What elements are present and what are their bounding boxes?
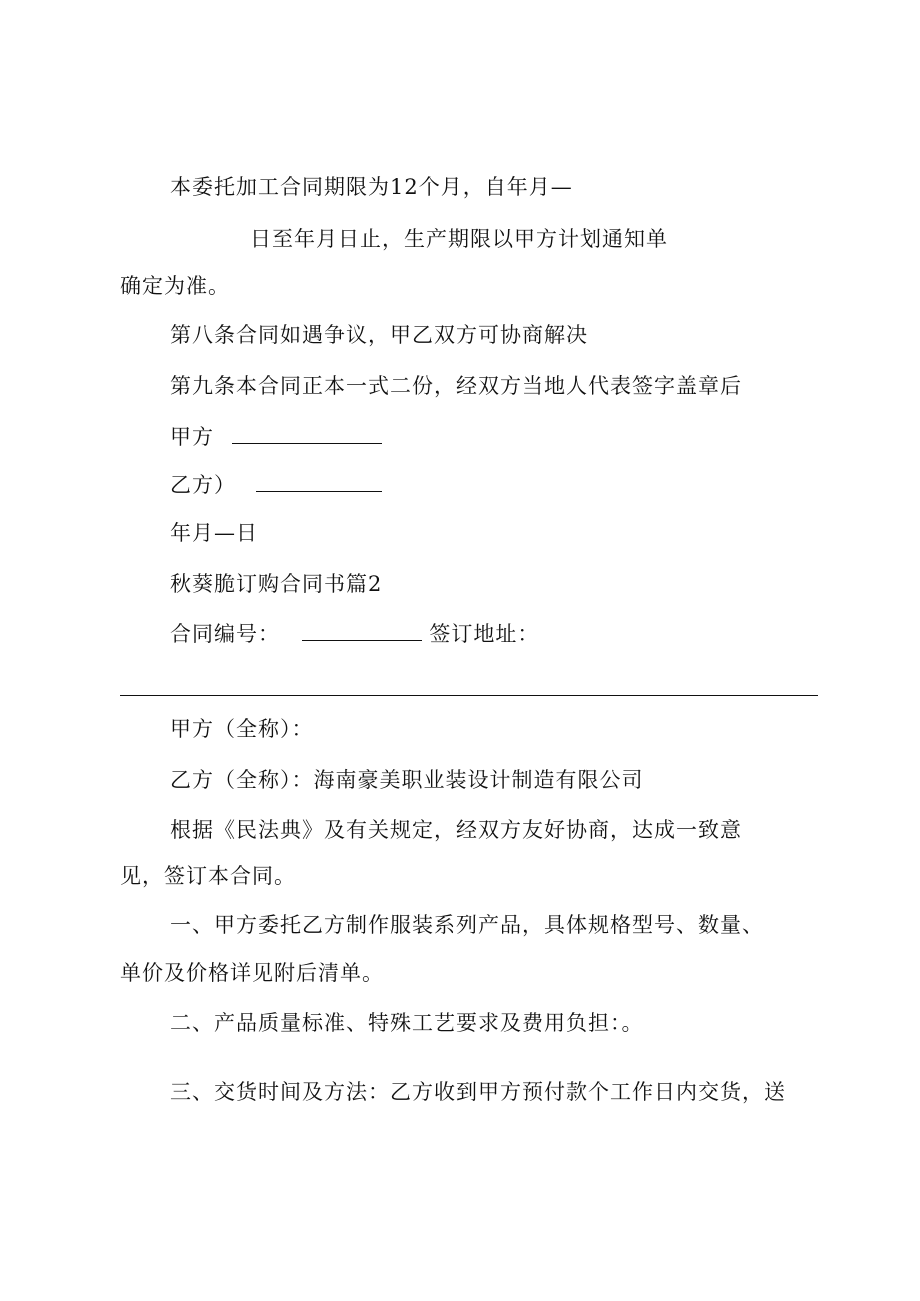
clause-one-line-2: 单价及价格详见附后清单。 xyxy=(120,961,384,985)
preamble-line-1: 根据《民法典》及有关规定，经双方友好协商，达成一致意 xyxy=(170,818,742,842)
article-eight: 第八条合同如遇争议，甲乙双方可协商解决 xyxy=(170,323,588,347)
clause-one-line-1: 一、甲方委托乙方制作服装系列产品，具体规格型号、数量、 xyxy=(170,913,764,937)
article-nine: 第九条本合同正本一式二份，经双方当地人代表签字盖章后 xyxy=(170,374,742,398)
party-b-signature-row xyxy=(170,471,382,499)
contract-number-row xyxy=(170,620,539,648)
clause-two: 二、产品质量标准、特殊工艺要求及费用负担：。 xyxy=(170,1011,644,1035)
party-a-label: 甲方 xyxy=(170,425,214,449)
horizontal-divider xyxy=(120,695,818,696)
contract-number-label: 合同编号： xyxy=(170,622,280,646)
party-a-fullname: 甲方（全称）： xyxy=(170,717,314,741)
party-a-signature-blank xyxy=(232,423,382,444)
contract-number-blank xyxy=(302,620,422,641)
production-period-line: 日至年月日止，生产期限以甲方计划通知单 xyxy=(250,227,668,251)
section-heading: 秋葵脆订购合同书篇2 xyxy=(170,572,383,596)
date-line: 年月—日 xyxy=(170,521,258,545)
party-a-signature-row xyxy=(170,423,382,451)
signing-address-label: 签订地址： xyxy=(429,622,540,646)
contract-term-line: 本委托加工合同期限为12个月，自年月— xyxy=(170,175,573,199)
preamble-line-2: 见，签订本合同。 xyxy=(120,864,296,888)
party-b-signature-blank xyxy=(256,471,382,492)
party-b-label: 乙方） xyxy=(170,473,236,497)
clause-three: 三、交货时间及方法：乙方收到甲方预付款个工作日内交货，送 xyxy=(170,1080,786,1104)
party-b-fullname: 乙方（全称）：海南豪美职业装设计制造有限公司 xyxy=(170,768,644,792)
confirmation-line: 确定为准。 xyxy=(120,274,230,298)
